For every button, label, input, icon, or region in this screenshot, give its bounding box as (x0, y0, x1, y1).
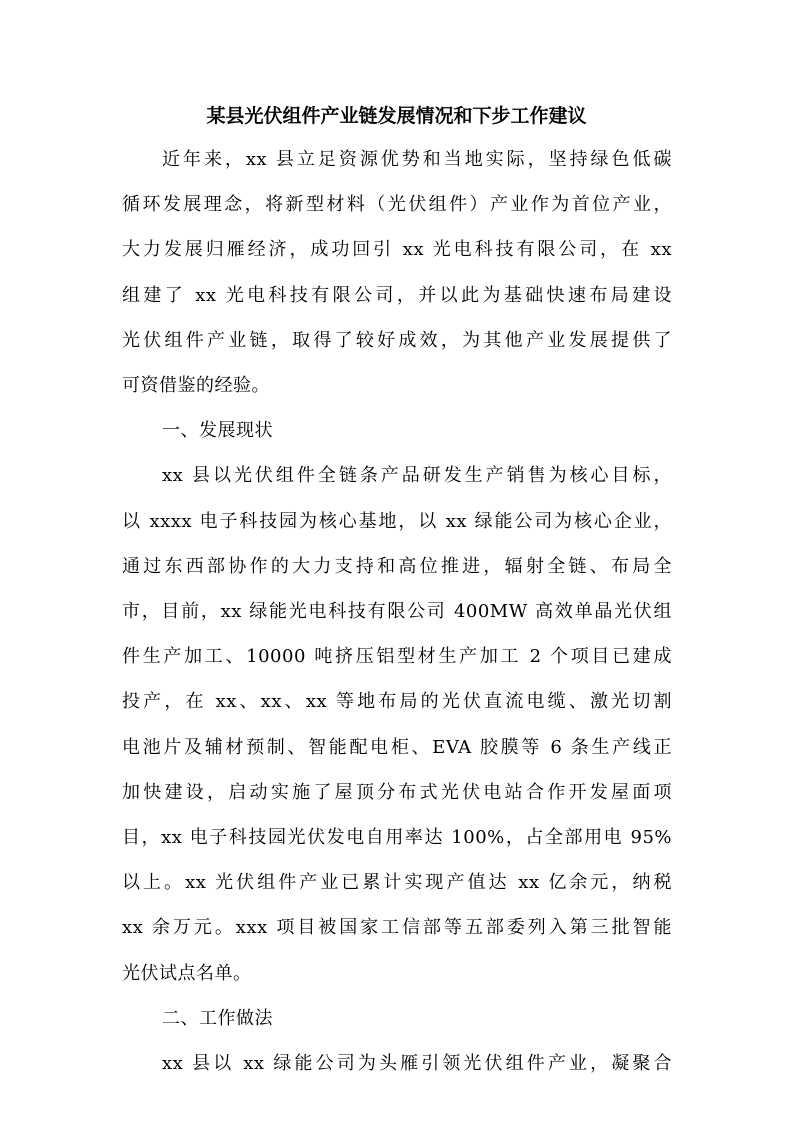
paragraph-line: 电池片及辅材预制、智能配电柜、EVA 胶膜等 6 条生产线正 (122, 737, 672, 758)
paragraph-line: 近年来，xx 县立足资源优势和当地实际，坚持绿色低碳 (162, 149, 672, 170)
paragraph-line: 可资借鉴的经验。 (122, 375, 270, 396)
paragraph-line: xx 县以光伏组件全链条产品研发生产销售为核心目标， (162, 465, 672, 486)
paragraph-line: 光伏组件产业链，取得了较好成效，为其他产业发展提供了 (122, 330, 672, 351)
paragraph-line: 组建了 xx 光电科技有限公司，并以此为基础快速布局建设 (122, 285, 672, 306)
section-heading: 一、发展现状 (162, 420, 273, 441)
paragraph-line: xx 县以 xx 绿能公司为头雁引领光伏组件产业，凝聚合 (162, 1053, 672, 1074)
paragraph-line: 以上。xx 光伏组件产业已累计实现产值达 xx 亿余元，纳税 (122, 872, 672, 893)
paragraph-line: 加快建设，启动实施了屋顶分布式光伏电站合作开发屋面项 (122, 782, 672, 803)
paragraph-line: xx 余万元。xxx 项目被国家工信部等五部委列入第三批智能 (122, 917, 672, 938)
paragraph-line: 目，xx 电子科技园光伏发电自用率达 100%，占全部用电 95% (122, 827, 672, 848)
paragraph-line: 循环发展理念，将新型材料（光伏组件）产业作为首位产业， (122, 194, 672, 215)
paragraph-line: 大力发展归雁经济，成功回引 xx 光电科技有限公司，在 xx (122, 239, 672, 260)
paragraph-line: 光伏试点名单。 (122, 963, 252, 984)
paragraph-line: 市，目前，xx 绿能光电科技有限公司 400MW 高效单晶光伏组 (122, 601, 672, 622)
paragraph-line: 通过东西部协作的大力支持和高位推进，辐射全链、布局全 (122, 556, 672, 577)
paragraph-line: 投产，在 xx、xx、xx 等地布局的光伏直流电缆、激光切割 (122, 691, 672, 712)
paragraph-line: 件生产加工、10000 吨挤压铝型材生产加工 2 个项目已建成 (122, 646, 672, 667)
document-title: 某县光伏组件产业链发展情况和下步工作建议 (206, 105, 587, 127)
section-heading: 二、工作做法 (162, 1008, 273, 1029)
paragraph-line: 以 xxxx 电子科技园为核心基地，以 xx 绿能公司为核心企业， (122, 511, 672, 532)
